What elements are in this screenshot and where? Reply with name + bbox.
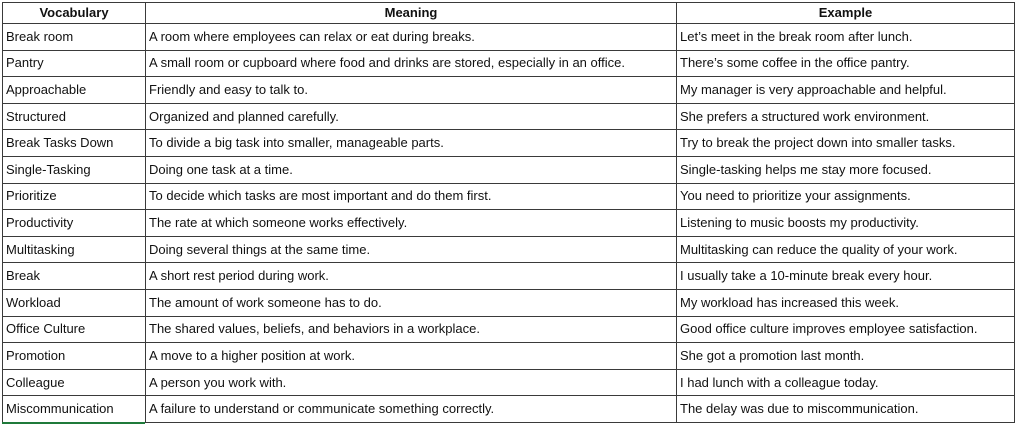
cell-vocabulary: Workload <box>3 289 146 316</box>
cell-example: There’s some coffee in the office pantry. <box>677 50 1015 77</box>
cell-example: She got a promotion last month. <box>677 343 1015 370</box>
cell-example: Listening to music boosts my productivity. <box>677 210 1015 237</box>
header-meaning: Meaning <box>146 3 677 24</box>
cell-vocabulary: Miscommunication <box>3 396 146 423</box>
table-row <box>3 236 1015 263</box>
cell-example: Multitasking can reduce the quality of your work. <box>677 236 1015 263</box>
table-row <box>3 24 1015 51</box>
cell-example: I usually take a 10-minute break every hour. <box>677 263 1015 290</box>
cell-example: Single-tasking helps me stay more focused. <box>677 156 1015 183</box>
cell-vocabulary: Colleague <box>3 369 146 396</box>
table-row <box>3 77 1015 104</box>
cell-meaning: A failure to understand or communicate something correctly. <box>146 396 677 423</box>
cell-meaning: To decide which tasks are most important and do them first. <box>146 183 677 210</box>
cell-meaning: Friendly and easy to talk to. <box>146 77 677 104</box>
table-row <box>3 316 1015 343</box>
table-row <box>3 369 1015 396</box>
cell-meaning: A small room or cupboard where food and drinks are stored, especially in an office. <box>146 50 677 77</box>
cell-meaning: The amount of work someone has to do. <box>146 289 677 316</box>
cell-vocabulary: Pantry <box>3 50 146 77</box>
cell-vocabulary: Multitasking <box>3 236 146 263</box>
table-row <box>3 130 1015 157</box>
table-row <box>3 263 1015 290</box>
cell-meaning: The shared values, beliefs, and behaviors in a workplace. <box>146 316 677 343</box>
header-example: Example <box>677 3 1015 24</box>
cell-vocabulary: Break room <box>3 24 146 51</box>
cell-example: My workload has increased this week. <box>677 289 1015 316</box>
cell-vocabulary: Single-Tasking <box>3 156 146 183</box>
cell-meaning: A move to a higher position at work. <box>146 343 677 370</box>
cell-meaning: Doing one task at a time. <box>146 156 677 183</box>
cell-vocabulary: Structured <box>3 103 146 130</box>
cell-meaning: Organized and planned carefully. <box>146 103 677 130</box>
table-row <box>3 289 1015 316</box>
cell-vocabulary: Productivity <box>3 210 146 237</box>
cell-vocabulary: Break Tasks Down <box>3 130 146 157</box>
cell-vocabulary: Break <box>3 263 146 290</box>
cell-meaning: A person you work with. <box>146 369 677 396</box>
table-row <box>3 156 1015 183</box>
cell-example: Try to break the project down into smaller tasks. <box>677 130 1015 157</box>
cell-example: I had lunch with a colleague today. <box>677 369 1015 396</box>
cell-vocabulary: Prioritize <box>3 183 146 210</box>
cell-example: Good office culture improves employee satisfaction. <box>677 316 1015 343</box>
cell-meaning: A short rest period during work. <box>146 263 677 290</box>
cell-vocabulary: Office Culture <box>3 316 146 343</box>
table-row <box>3 103 1015 130</box>
vocabulary-table <box>2 2 1015 423</box>
cell-example: Let’s meet in the break room after lunch. <box>677 24 1015 51</box>
header-vocabulary: Vocabulary <box>3 3 146 24</box>
selection-accent-line <box>2 422 145 424</box>
cell-vocabulary: Approachable <box>3 77 146 104</box>
cell-vocabulary: Promotion <box>3 343 146 370</box>
cell-example: You need to prioritize your assignments. <box>677 183 1015 210</box>
cell-meaning: Doing several things at the same time. <box>146 236 677 263</box>
table-row <box>3 210 1015 237</box>
cell-meaning: To divide a big task into smaller, manageable parts. <box>146 130 677 157</box>
cell-meaning: A room where employees can relax or eat during breaks. <box>146 24 677 51</box>
table-row <box>3 396 1015 423</box>
table-row <box>3 183 1015 210</box>
cell-example: The delay was due to miscommunication. <box>677 396 1015 423</box>
cell-example: She prefers a structured work environment. <box>677 103 1015 130</box>
cell-example: My manager is very approachable and helpful. <box>677 77 1015 104</box>
table-row <box>3 343 1015 370</box>
header-row <box>3 3 1015 24</box>
cell-meaning: The rate at which someone works effectively. <box>146 210 677 237</box>
table-row <box>3 50 1015 77</box>
